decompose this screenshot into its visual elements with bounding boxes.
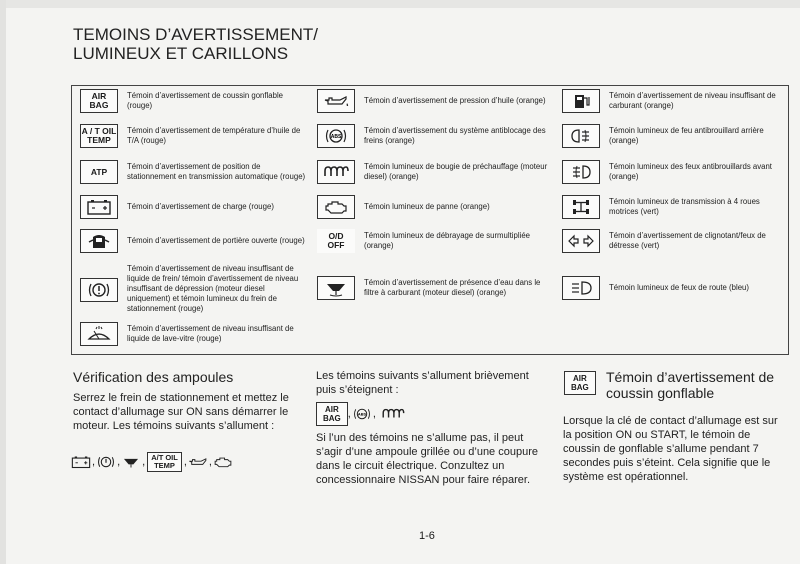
page-title <box>73 25 318 63</box>
front-fog-icon <box>562 160 600 184</box>
indicator-engine <box>317 195 557 219</box>
title-line-1: TEMOINS D’AVERTISSEMENT/ <box>73 25 318 44</box>
indicator-desc: Témoin d’avertissement de pression d’huile (orange) <box>364 96 546 105</box>
airbag-tag: AIR BAG <box>564 371 596 395</box>
indicator-desc: Témoin lumineux de transmission à 4 roues motrices (vert) <box>609 197 760 216</box>
indicator-desc: Témoin lumineux des feux antibrouillards avant (orange) <box>609 162 772 181</box>
oil-pressure-icon <box>187 453 209 471</box>
airbag-tag: AIR BAG <box>316 402 348 426</box>
4wd-icon <box>562 195 600 219</box>
indicator-water-filter <box>317 276 557 300</box>
washer-icon <box>80 322 118 346</box>
indicator-battery <box>80 195 310 219</box>
battery-icon <box>70 453 92 471</box>
airbag-label-icon: AIR BAG <box>80 89 118 113</box>
indicator-brake <box>80 264 310 314</box>
glow-plug-icon <box>376 405 410 423</box>
water-filter-icon <box>317 276 355 300</box>
indicator-fuel <box>562 89 784 113</box>
svg-text:ABS: ABS <box>330 134 342 140</box>
oil-pressure-icon <box>317 89 355 113</box>
indicator-turn-signal <box>562 229 784 253</box>
brief-lights-text: Les témoins suivants s’allument brièvement puis s’éteignent : <box>316 370 529 396</box>
high-beam-icon <box>562 276 600 300</box>
airbag-heading: Témoin d’avertissement de coussin gonflable <box>606 369 775 401</box>
indicator-door <box>80 229 310 253</box>
indicator-desc: Témoin lumineux de feu antibrouillard arrière (orange) <box>609 126 764 145</box>
indicator-desc: Témoin lumineux de feux de route (bleu) <box>609 283 749 292</box>
title-line-2: LUMINEUX ET CARILLONS <box>73 44 289 63</box>
indicator-desc: Témoin lumineux de panne (orange) <box>364 202 490 211</box>
indicator-desc: Témoin d’avertissement de niveau insuffisant de carburant (orange) <box>609 91 776 110</box>
indicator-washer <box>80 322 310 346</box>
abs-icon <box>351 405 373 423</box>
brake-icon <box>95 453 117 471</box>
bulb-check-icons: , , , A/T OIL TEMP , , <box>70 452 234 472</box>
indicator-desc: Témoin d’avertissement de présence d’eau dans le filtre à carburant (moteur diesel) (orange) <box>364 278 541 297</box>
indicator-desc: Témoin lumineux de débrayage de surmultipliée (orange) <box>364 231 530 250</box>
od-off-label-icon: O/D OFF <box>317 229 355 253</box>
indicator-oil-pressure <box>317 89 557 113</box>
indicator-at-oil-temp <box>80 124 310 148</box>
abs-icon <box>317 124 355 148</box>
bulb-check-text: Serrez le frein de stationnement et mettez le contact d’allumage sur ON sans démarrer le moteur. Les témoins suivants s’allument : <box>73 392 289 432</box>
indicator-table <box>71 85 789 355</box>
indicator-desc: Témoin lumineux de bougie de préchauffage (moteur diesel) (orange) <box>364 162 548 181</box>
fuel-icon <box>562 89 600 113</box>
water-filter-icon <box>120 453 142 471</box>
svg-text:ABS: ABS <box>357 411 366 417</box>
turn-signal-icon <box>562 229 600 253</box>
indicator-4wd <box>562 195 784 219</box>
brake-icon <box>80 278 118 302</box>
indicator-abs <box>317 124 557 148</box>
brief-lights-icons: AIR BAG , ABS , <box>316 402 410 426</box>
battery-icon <box>80 195 118 219</box>
at-oil-temp-label-icon: A / T OIL TEMP <box>80 124 118 148</box>
indicator-desc: Témoin d’avertissement de température d’huile de T/A (rouge) <box>127 126 301 145</box>
indicator-desc: Témoin d’avertissement de niveau insuffisant de liquide de lave-vitre (rouge) <box>127 324 294 343</box>
indicator-desc: Témoin d’avertissement du système antiblocage des freins (orange) <box>364 126 546 145</box>
rear-fog-icon <box>562 124 600 148</box>
indicator-desc: Témoin d’avertissement de charge (rouge) <box>127 202 274 211</box>
engine-icon <box>317 195 355 219</box>
brief-lights-warning: Si l’un des témoins ne s’allume pas, il peut s’agir d’une ampoule grillée ou d’une coupure dans le circuit électrique. Conzultez un concessionnaire NISSAN pour faire réparer. <box>316 432 538 486</box>
indicator-desc: Témoin d’avertissement de position de stationnement en transmission automatique (rouge) <box>127 162 306 181</box>
glow-plug-icon <box>317 160 355 184</box>
indicator-od-off <box>317 229 557 253</box>
atp-label-icon: ATP <box>80 160 118 184</box>
indicator-desc: Témoin d’avertissement de coussin gonflable (rouge) <box>127 91 284 110</box>
indicator-atp <box>80 160 310 184</box>
page-binding-edge <box>0 0 6 564</box>
indicator-front-fog <box>562 160 784 184</box>
airbag-text: Lorsque la clé de contact d’allumage est sur la position ON ou START, le témoin de coussin de gonflable s’allume pendant 7 secondes puis s’éteint. Cela signifie que le système est opérationnel. <box>563 415 778 483</box>
indicator-desc: Témoin d’avertissement de niveau insuffisant de liquide de frein/ témoin d’avertissement de niveau insuffisant de dépression (moteur diesel uniquement) et témoin lumineux du frein de stationnement (rouge) <box>127 264 299 313</box>
indicator-glow-plug <box>317 160 557 184</box>
page-number: 1-6 <box>419 530 435 542</box>
indicator-desc: Témoin d’avertissement de clignotant/feux de détresse (vert) <box>609 231 766 250</box>
page-edge <box>0 0 800 8</box>
indicator-airbag <box>80 89 310 113</box>
indicator-desc: Témoin d’avertissement de portière ouverte (rouge) <box>127 236 305 245</box>
bulb-check-heading: Vérification des ampoules <box>73 369 234 385</box>
at-oil-temp-tag: A/T OIL TEMP <box>147 452 182 472</box>
door-open-icon <box>80 229 118 253</box>
indicator-high-beam <box>562 276 784 300</box>
indicator-rear-fog <box>562 124 784 148</box>
engine-icon <box>212 453 234 471</box>
